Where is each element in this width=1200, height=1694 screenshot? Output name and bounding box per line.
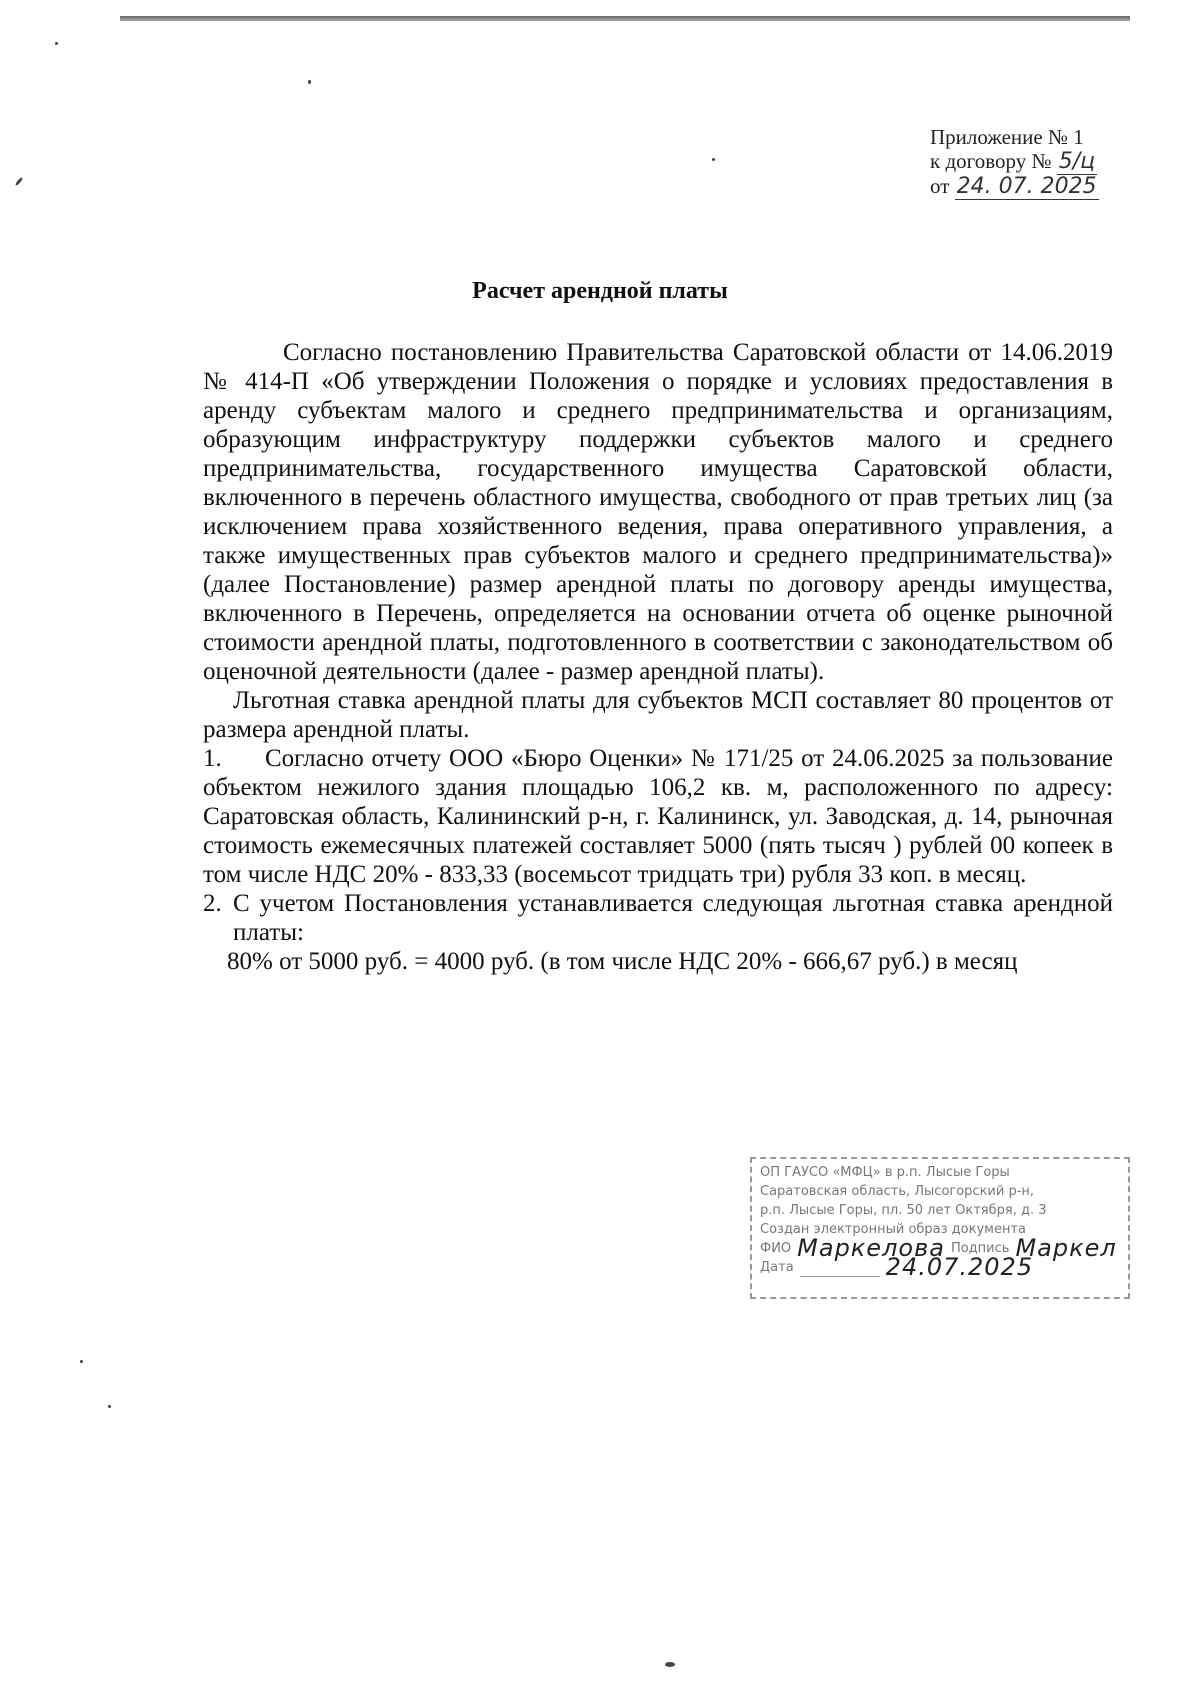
scan-speck [55,42,58,45]
stamp-line-note: Создан электронный образ документа [760,1222,1027,1237]
appendix-header [930,125,1130,199]
contract-number-row [930,149,1130,174]
stamp-line-office: ОП ГАУСО «МФЦ» в р.п. Лысые Горы [760,1165,1010,1180]
stamp-fio-label: ФИО [760,1241,792,1256]
stamp-line-address: р.п. Лысые Горы, пл. 50 лет Октября, д. 3 [760,1203,1047,1218]
stamp-date-handwritten: 24.07.2025 [885,1253,1034,1281]
contract-date-row [930,174,1130,199]
stamp-fio-handwritten: Маркелова [797,1234,945,1262]
stamp-date-label: Дата [760,1260,794,1275]
stamp-signature-handwritten: Маркел [1015,1234,1117,1262]
contract-date-handwritten: 24. 07. 2025 [956,174,1097,199]
list-item-2 [203,889,1113,947]
stamp-line-region: Саратовская область, Лысогорский р-н, [760,1184,1035,1199]
document-title: Расчет арендной платы [472,278,728,304]
scan-edge-line [120,16,1130,21]
list-item-1-number: 1. [203,745,222,772]
paragraph-discount-rate: Льготная ставка арендной платы для субъектов МСП составляет 80 процентов от размера арендной платы. [203,687,1113,743]
scan-speck [15,177,24,187]
mfc-stamp [750,1157,1130,1299]
scan-speck [80,1360,83,1363]
contract-number-label: к договору № [930,149,1052,173]
list-item-2-text: С учетом Постановления устанавливается следующая льготная ставка арендной платы: [233,890,1113,946]
list-item-1 [203,744,1113,889]
document-body [203,338,1113,976]
contract-date-label: от [930,174,950,198]
scan-speck [308,80,311,84]
scan-speck [665,1662,675,1667]
paragraph-resolution: Согласно постановлению Правительства Саратовской области от 14.06.2019 № 414-П «Об утверждении Положения о порядке и условиях предоставления в аренду субъектам малого и среднего предпринимательства и организациям, образующим инфраструктуру поддержки субъектов малого и среднего предпринимательства, государственного имущества Саратовской области, включенного в перечень областного имущества, свободного от прав третьих лиц (за исключением права хозяйственного ведения, права оперативного управления, а также имущественных прав субъектов малого и среднего предпринимательства)» (далее Постановление) размер арендной платы по договору аренды имущества, включенного в Перечень, определяется на основании отчета об оценке рыночной стоимости арендной платы, подготовленного в соответствии с законодательством об оценочной деятельности (далее - размер арендной платы). [203,339,1113,685]
contract-number-handwritten: 5/ц [1058,149,1096,174]
rent-calculation: 80% от 5000 руб. = 4000 руб. (в том числе НДС 20% - 666,67 руб.) в месяц [227,948,1018,975]
scan-speck [712,158,715,161]
appendix-number: Приложение № 1 [930,125,1084,149]
stamp-sign-label: Подпись [950,1241,1010,1256]
list-item-2-number: 2. [203,890,222,917]
scan-speck [108,1405,111,1408]
list-item-1-text: Согласно отчету ООО «Бюро Оценки» № 171/25 от 24.06.2025 за пользование объектом нежилого здания площадью 106,2 кв. м, расположенного по адресу: Саратовская область, Калининский р-н, г. Калининск, ул. Заводская, д. 14, рыночная стоимость ежемесячных платежей составляет 5000 (пять тысяч ) рублей 00 копеек в том числе НДС 20% - 833,33 (восемьсот тридцать три) рубля 33 коп. в месяц. [203,745,1113,888]
